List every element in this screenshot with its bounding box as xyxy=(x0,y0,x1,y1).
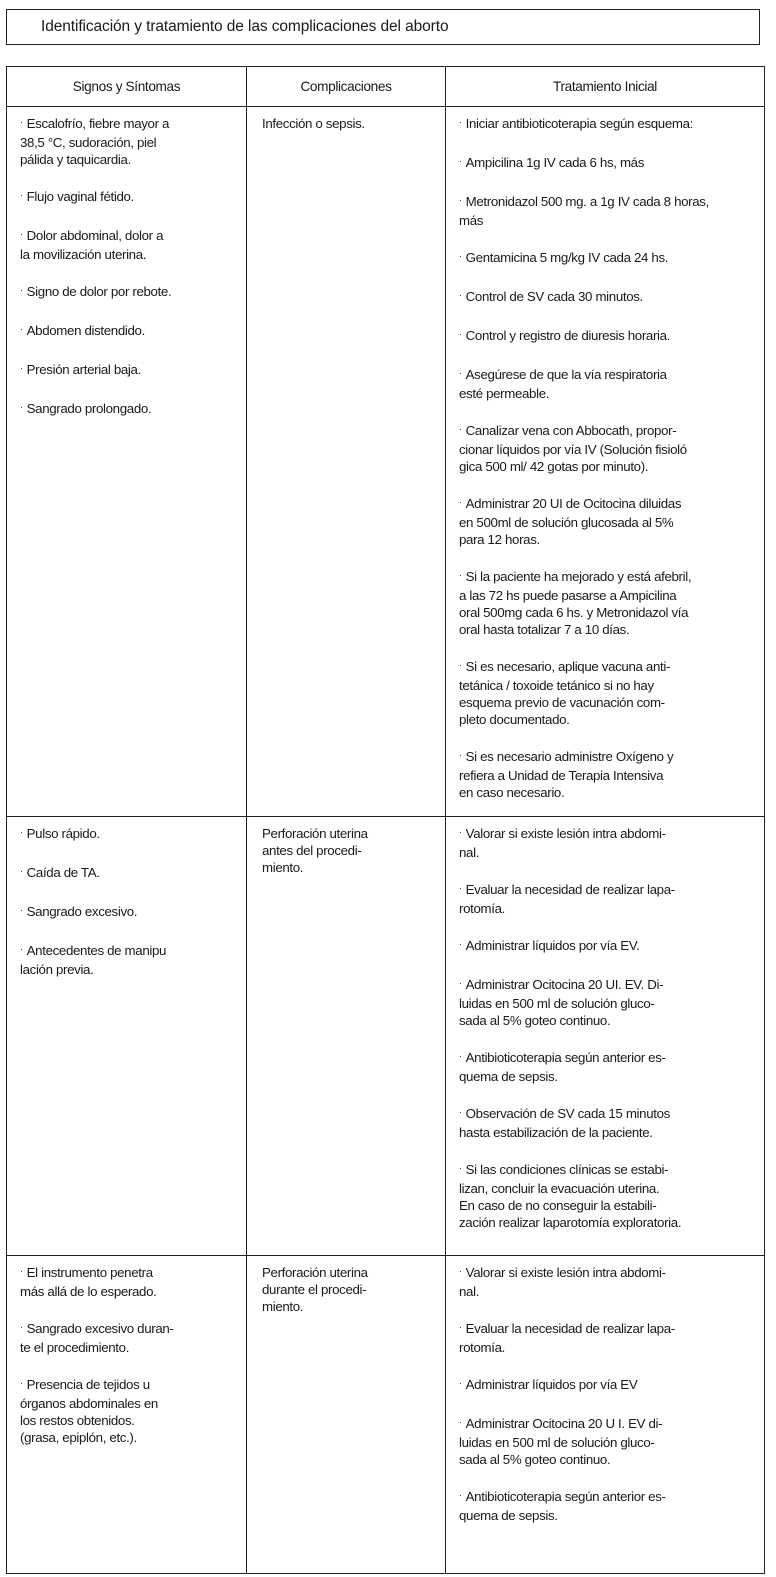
bullet-mark: · xyxy=(20,866,23,876)
bullet-mark: · xyxy=(20,905,23,915)
sign-item xyxy=(20,1376,240,1446)
sign-item xyxy=(20,825,240,844)
signs-cell xyxy=(7,107,247,817)
bullet-mark: · xyxy=(459,978,462,988)
treatment-item xyxy=(459,1320,758,1356)
treatment-item xyxy=(459,1488,758,1524)
bullet-mark: · xyxy=(459,497,462,507)
sign-item-line: 38,5 °C, sudoración, piel xyxy=(20,135,157,150)
treatment-item xyxy=(459,249,758,268)
treatment-item-line: Si es necesario, aplique vacuna anti- xyxy=(465,659,671,674)
treatment-item-line: Administrar Ocitocina 20 U I. EV di- xyxy=(465,1416,663,1431)
treatment-item-line: esquema previo de vacunación com- xyxy=(459,695,665,710)
treatment-item-line: Valorar si existe lesión intra abdomi- xyxy=(465,1265,666,1280)
sign-item-line: Sangrado prolongado. xyxy=(26,401,152,416)
bullet-mark: · xyxy=(459,1378,462,1388)
bullet-mark: · xyxy=(459,660,462,670)
bullet-mark: · xyxy=(20,324,23,334)
treatment-cell xyxy=(446,107,765,817)
treatment-item-line: a las 72 hs puede pasarse a Ampicilina xyxy=(459,588,677,603)
complications-table xyxy=(6,66,765,1574)
table-row xyxy=(7,107,765,817)
signs-cell xyxy=(7,817,247,1256)
treatment-item-line: Si la paciente ha mejorado y está afebril, xyxy=(465,569,692,584)
treatment-item-line: gica 500 ml/ 42 gotas por minuto). xyxy=(459,459,649,474)
bullet-mark: · xyxy=(459,290,462,300)
treatment-item-line: zación realizar laparotomía exploratoria. xyxy=(459,1215,682,1230)
treatment-item-line: rotomía. xyxy=(459,901,505,916)
bullet-mark: · xyxy=(459,1417,462,1427)
treatment-item xyxy=(459,1415,758,1468)
complication-line: Perforación uterina xyxy=(262,826,368,841)
bullet-mark: · xyxy=(459,939,462,949)
treatment-item-line: sada al 5% goteo continuo. xyxy=(459,1013,611,1028)
treatment-item xyxy=(459,1161,758,1231)
sign-item-line: Pulso rápido. xyxy=(26,826,100,841)
sign-item-line: Antecedentes de manipu xyxy=(26,943,167,958)
treatment-item-line: refiera a Unidad de Terapia Intensiva xyxy=(459,768,664,783)
treatment-item-line: Administrar 20 UI de Ocitocina diluidas xyxy=(465,496,682,511)
treatment-item-line: Evaluar la necesidad de realizar lapa- xyxy=(465,1321,675,1336)
sign-item xyxy=(20,322,240,341)
treatment-item-line: Valorar si existe lesión intra abdomi- xyxy=(465,826,666,841)
document-title-text: Identificación y tratamiento de las complicaciones del aborto xyxy=(41,18,449,35)
treatment-item xyxy=(459,976,758,1029)
treatment-item-line: nal. xyxy=(459,1284,480,1299)
sign-item xyxy=(20,361,240,380)
treatment-item xyxy=(459,748,758,801)
complication-line: miento. xyxy=(262,860,304,875)
treatment-item-line: Asegúrese de que la vía respiratoria xyxy=(465,367,667,382)
treatment-item xyxy=(459,568,758,638)
treatment-item-line: quema de sepsis. xyxy=(459,1508,558,1523)
sign-item-line: Presión arterial baja. xyxy=(26,362,141,377)
bullet-mark: · xyxy=(459,329,462,339)
treatment-item-line: En caso de no conseguir la estabili- xyxy=(459,1198,657,1213)
bullet-mark: · xyxy=(459,750,462,760)
table-row xyxy=(7,1256,765,1574)
treatment-item-line: en 500ml de solución glucosada al 5% xyxy=(459,515,674,530)
sign-item-line: Caída de TA. xyxy=(26,865,100,880)
treatment-item-line: lizan, concluir la evacuación uterina. xyxy=(459,1181,660,1196)
sign-item xyxy=(20,188,240,207)
sign-item-line: Flujo vaginal fétido. xyxy=(26,189,134,204)
table-row xyxy=(7,817,765,1256)
sign-item xyxy=(20,1264,240,1300)
treatment-item-line: Iniciar antibioticoterapia según esquema: xyxy=(465,116,694,131)
treatment-item-line: Control y registro de diuresis horaria. xyxy=(465,328,671,343)
bullet-mark: · xyxy=(20,190,23,200)
treatment-item xyxy=(459,154,758,173)
complication-text xyxy=(262,115,439,132)
sign-item-line: El instrumento penetra xyxy=(26,1265,153,1280)
header-treatment: Tratamiento Inicial xyxy=(446,67,765,107)
sign-item-line: te el procedimiento. xyxy=(20,1340,130,1355)
bullet-mark: · xyxy=(20,1322,23,1332)
treatment-item-line: pleto documentado. xyxy=(459,712,570,727)
sign-item-line: pálida y taquicardia. xyxy=(20,152,131,167)
sign-item-line: la movilización uterina. xyxy=(20,247,147,262)
treatment-item xyxy=(459,1049,758,1085)
treatment-item xyxy=(459,327,758,346)
treatment-item-line: Control de SV cada 30 minutos. xyxy=(465,289,643,304)
sign-item xyxy=(20,115,240,168)
sign-item-line: Escalofrío, fiebre mayor a xyxy=(26,116,170,131)
bullet-mark: · xyxy=(20,117,23,127)
bullet-mark: · xyxy=(20,827,23,837)
bullet-mark: · xyxy=(459,827,462,837)
complication-line: Perforación uterina xyxy=(262,1265,368,1280)
complication-text xyxy=(262,1264,439,1315)
bullet-mark: · xyxy=(459,1490,462,1500)
treatment-item-line: Si las condiciones clínicas se estabi- xyxy=(465,1162,669,1177)
table-header-row xyxy=(7,67,765,107)
bullet-mark: · xyxy=(20,285,23,295)
bullet-mark: · xyxy=(459,1322,462,1332)
bullet-mark: · xyxy=(459,883,462,893)
sign-item-line: Sangrado excesivo. xyxy=(26,904,138,919)
sign-item-line: Sangrado excesivo duran- xyxy=(26,1321,174,1336)
complication-cell xyxy=(247,1256,446,1574)
sign-item xyxy=(20,942,240,978)
treatment-item-line: Antibioticoterapia según anterior es- xyxy=(465,1489,666,1504)
treatment-item xyxy=(459,937,758,956)
complication-line: antes del procedi- xyxy=(262,843,362,858)
treatment-item xyxy=(459,881,758,917)
bullet-mark: · xyxy=(459,195,462,205)
bullet-mark: · xyxy=(459,424,462,434)
treatment-item xyxy=(459,288,758,307)
treatment-item-line: luidas en 500 ml de solución gluco- xyxy=(459,996,655,1011)
treatment-item-line: Evaluar la necesidad de realizar lapa- xyxy=(465,882,675,897)
sign-item xyxy=(20,283,240,302)
treatment-item xyxy=(459,366,758,402)
treatment-item xyxy=(459,115,758,134)
treatment-item xyxy=(459,1105,758,1141)
sign-item-line: los restos obtenidos. xyxy=(20,1413,135,1428)
treatment-item-line: para 12 horas. xyxy=(459,532,540,547)
bullet-mark: · xyxy=(20,363,23,373)
sign-item-line: Abdomen distendido. xyxy=(26,323,145,338)
treatment-cell xyxy=(446,817,765,1256)
bullet-mark: · xyxy=(20,402,23,412)
complication-cell xyxy=(247,107,446,817)
sign-item-line: Presencia de tejidos u xyxy=(26,1377,150,1392)
treatment-cell xyxy=(446,1256,765,1574)
treatment-item-line: sada al 5% goteo continuo. xyxy=(459,1452,611,1467)
bullet-mark: · xyxy=(20,1266,23,1276)
sign-item-line: (grasa, epiplón, etc.). xyxy=(20,1430,137,1445)
sign-item xyxy=(20,903,240,922)
bullet-mark: · xyxy=(459,1107,462,1117)
bullet-mark: · xyxy=(459,251,462,261)
treatment-item-line: tetánica / toxoide tetánico si no hay xyxy=(459,678,654,693)
treatment-item-line: en caso necesario. xyxy=(459,785,565,800)
bullet-mark: · xyxy=(459,1266,462,1276)
treatment-item-line: quema de sepsis. xyxy=(459,1069,558,1084)
signs-cell xyxy=(7,1256,247,1574)
treatment-item xyxy=(459,658,758,728)
sign-item xyxy=(20,400,240,419)
sign-item-line: más allá de lo esperado. xyxy=(20,1284,157,1299)
sign-item-line: lación previa. xyxy=(20,962,94,977)
treatment-item-line: cionar líquidos por vía IV (Solución fisioló xyxy=(459,442,687,457)
sign-item-line: Signo de dolor por rebote. xyxy=(26,284,172,299)
sign-item-line: órganos abdominales en xyxy=(20,1396,158,1411)
treatment-item xyxy=(459,495,758,548)
complication-cell xyxy=(247,817,446,1256)
bullet-mark: · xyxy=(459,1051,462,1061)
bullet-mark: · xyxy=(20,1378,23,1388)
complication-line: durante el procedi- xyxy=(262,1282,367,1297)
treatment-item-line: Observación de SV cada 15 minutos xyxy=(465,1106,670,1121)
treatment-item xyxy=(459,1376,758,1395)
treatment-item-line: Administrar Ocitocina 20 UI. EV. Di- xyxy=(465,977,664,992)
sign-item xyxy=(20,1320,240,1356)
bullet-mark: · xyxy=(20,944,23,954)
treatment-item-line: rotomía. xyxy=(459,1340,505,1355)
sign-item-line: Dolor abdominal, dolor a xyxy=(26,228,164,243)
treatment-item-line: Canalizar vena con Abbocath, propor- xyxy=(465,423,677,438)
header-signs: Signos y Síntomas xyxy=(7,67,247,107)
treatment-item-line: Antibioticoterapia según anterior es- xyxy=(465,1050,666,1065)
treatment-item-line: Si es necesario administre Oxígeno y xyxy=(465,749,674,764)
treatment-item xyxy=(459,193,758,229)
document-title xyxy=(6,9,760,45)
complication-text xyxy=(262,825,439,876)
treatment-item-line: oral 500mg cada 6 hs. y Metronidazol vía xyxy=(459,605,689,620)
treatment-item-line: esté permeable. xyxy=(459,386,550,401)
treatment-item-line: Ampicilina 1g IV cada 6 hs, más xyxy=(465,155,645,170)
treatment-item-line: oral hasta totalizar 7 a 10 días. xyxy=(459,622,630,637)
treatment-item-line: más xyxy=(459,213,484,228)
complication-line: Infección o sepsis. xyxy=(262,116,365,131)
treatment-item xyxy=(459,825,758,861)
treatment-item-line: Administrar líquidos por vía EV. xyxy=(465,938,640,953)
complication-line: miento. xyxy=(262,1299,304,1314)
sign-item xyxy=(20,227,240,263)
bullet-mark: · xyxy=(20,229,23,239)
treatment-item xyxy=(459,422,758,475)
bullet-mark: · xyxy=(459,570,462,580)
treatment-item-line: nal. xyxy=(459,845,480,860)
bullet-mark: · xyxy=(459,368,462,378)
treatment-item xyxy=(459,1264,758,1300)
treatment-item-line: hasta estabilización de la paciente. xyxy=(459,1125,653,1140)
treatment-item-line: Administrar líquidos por vía EV xyxy=(465,1377,638,1392)
header-complications: Complicaciones xyxy=(247,67,446,107)
bullet-mark: · xyxy=(459,156,462,166)
bullet-mark: · xyxy=(459,1163,462,1173)
treatment-item-line: luidas en 500 ml de solución gluco- xyxy=(459,1435,655,1450)
treatment-item-line: Metronidazol 500 mg. a 1g IV cada 8 horas, xyxy=(465,194,709,209)
sign-item xyxy=(20,864,240,883)
bullet-mark: · xyxy=(459,117,462,127)
treatment-item-line: Gentamicina 5 mg/kg IV cada 24 hs. xyxy=(465,250,669,265)
